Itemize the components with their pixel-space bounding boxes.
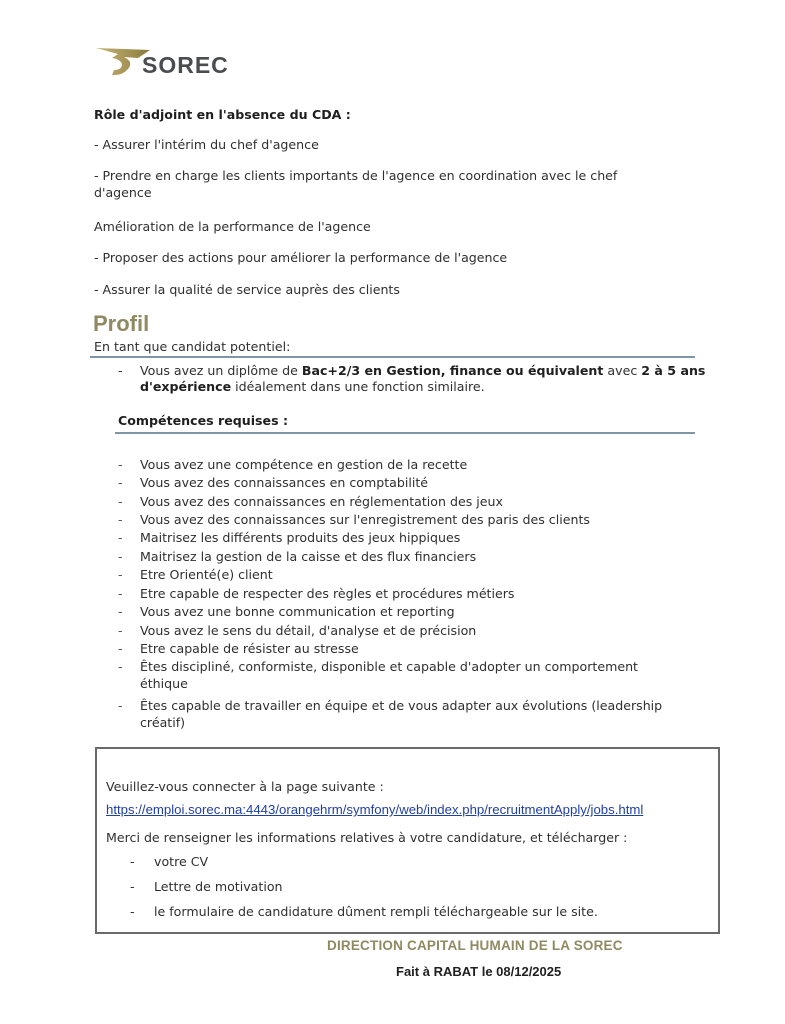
diploma-line-1: [140, 362, 705, 379]
role-item-continuation: d'agence: [94, 185, 152, 200]
performance-item: - Proposer des actions pour améliorer la performance de l'agence: [94, 250, 508, 265]
diploma-experience: d'expérience: [140, 379, 232, 394]
skills-divider: [115, 432, 695, 434]
document-item: le formulaire de candidature dûment rempli téléchargeable sur le site.: [154, 904, 598, 919]
dash-bullet: -: [118, 475, 123, 490]
role-section-title: Rôle d'adjoint en l'absence du CDA :: [94, 107, 351, 122]
footer-direction: DIRECTION CAPITAL HUMAIN DE LA SOREC: [327, 938, 623, 953]
performance-section-title: Amélioration de la performance de l'agence: [94, 219, 371, 234]
dash-bullet: -: [118, 530, 123, 545]
dash-bullet: -: [118, 604, 123, 619]
application-intro: Veuillez-vous connecter à la page suivante :: [106, 779, 384, 794]
profil-heading: Profil: [93, 311, 150, 336]
performance-item: - Assurer la qualité de service auprès des clients: [94, 282, 400, 297]
dash-bullet: -: [118, 623, 123, 638]
document-item: Lettre de motivation: [154, 879, 283, 894]
profil-divider: [90, 356, 695, 358]
diploma-text: Vous avez un diplôme de: [140, 363, 302, 378]
skills-title: Compétences requises :: [118, 413, 288, 428]
diploma-line-2: [140, 378, 485, 395]
application-instructions: Merci de renseigner les informations relatives à votre candidature, et télécharger :: [106, 830, 628, 845]
dash-bullet: -: [118, 567, 123, 582]
recruitment-link[interactable]: https://emploi.sorec.ma:4443/orangehrm/symfony/web/index.php/recruitmentApply/jobs.html: [106, 802, 644, 817]
dash-bullet: -: [118, 457, 123, 472]
dash-bullet: -: [130, 879, 135, 894]
diploma-dash: -: [118, 363, 123, 378]
diploma-degree: Bac+2/3 en Gestion, finance ou équivalent: [301, 363, 604, 378]
dash-bullet: -: [118, 512, 123, 527]
document-item: votre CV: [154, 854, 209, 869]
dash-bullet: -: [118, 549, 123, 564]
dash-bullet: -: [118, 494, 123, 509]
diploma-text: idéalement dans une fonction similaire.: [231, 379, 485, 394]
role-item: - Prendre en charge les clients importants de l'agence en coordination avec le chef: [94, 168, 618, 183]
role-item: - Assurer l'intérim du chef d'agence: [94, 137, 319, 152]
diploma-years: 2 à 5 ans: [641, 363, 706, 378]
sorec-logo: [94, 42, 264, 82]
dash-bullet: -: [118, 659, 123, 674]
dash-bullet: -: [118, 698, 123, 713]
logo-text: SOREC: [142, 52, 229, 78]
dash-bullet: -: [118, 641, 123, 656]
dash-bullet: -: [118, 586, 123, 601]
footer-date: Fait à RABAT le 08/12/2025: [396, 964, 562, 979]
dash-bullet: -: [130, 854, 135, 869]
diploma-text: avec: [603, 363, 642, 378]
profil-intro: En tant que candidat potentiel:: [94, 339, 291, 354]
dash-bullet: -: [130, 904, 135, 919]
